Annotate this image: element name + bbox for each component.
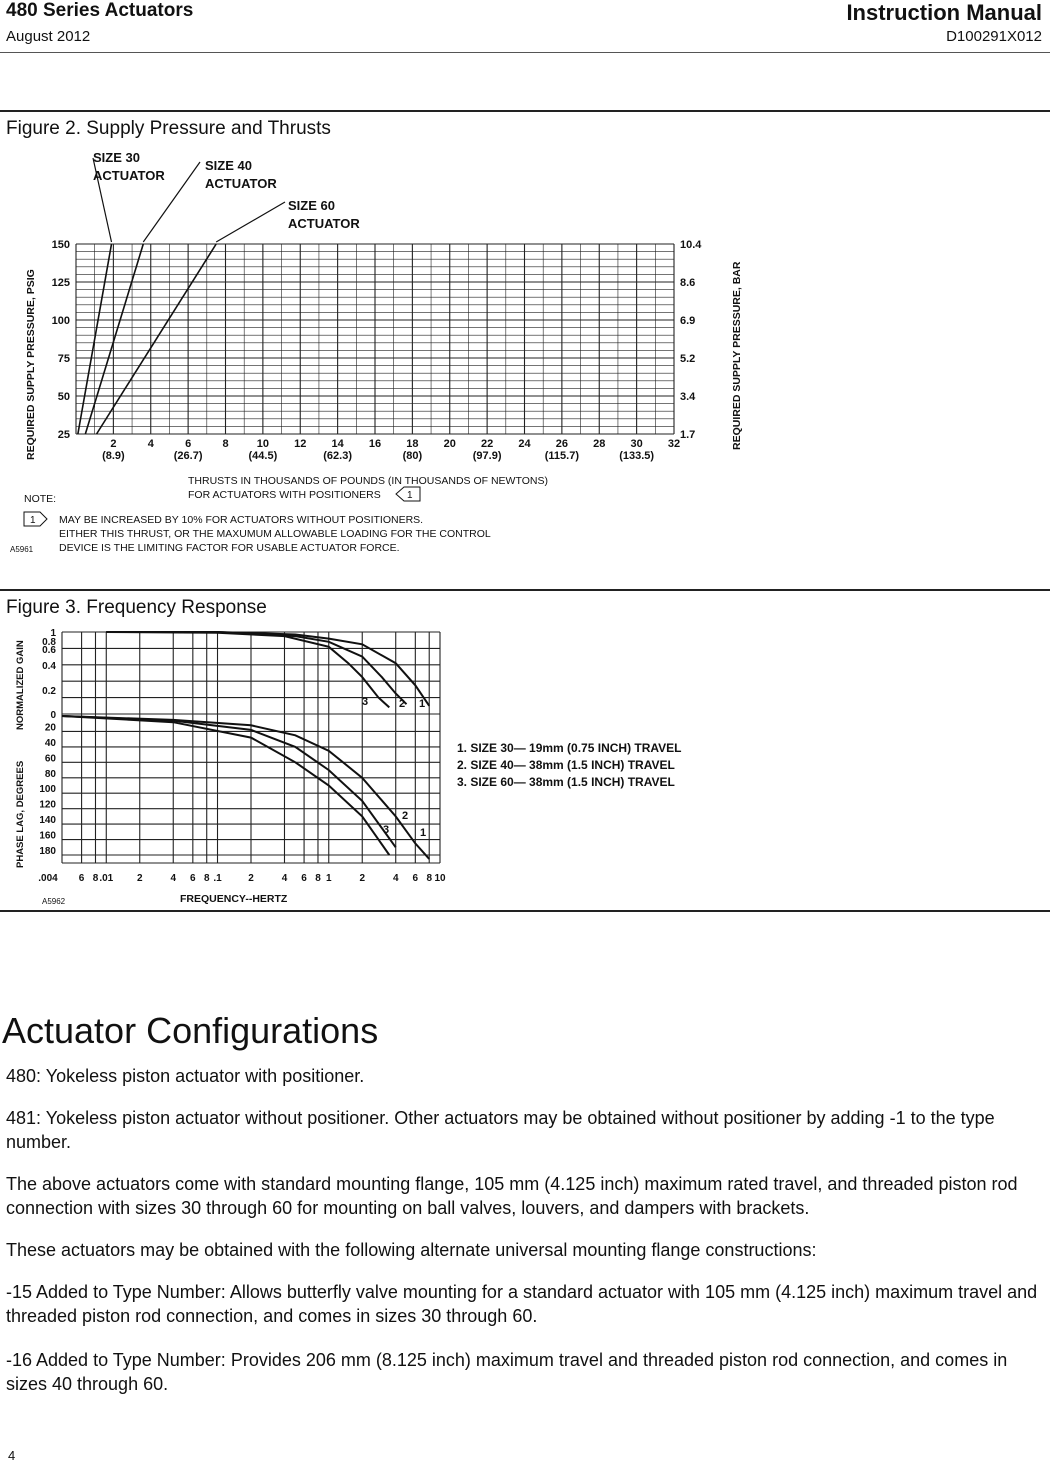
legend-item-1: 1. SIZE 30— 19mm (0.75 INCH) TRAVEL — [457, 741, 682, 755]
phase-tick-label: 140 — [39, 815, 56, 827]
x-tick-label-newtons: (8.9) — [102, 450, 125, 462]
figure2-curves — [78, 158, 285, 434]
term-type-15: -15 Added to Type Number: — [6, 1282, 226, 1302]
phase-curve-size40 — [62, 716, 396, 847]
gain-curve-label-3: 3 — [362, 696, 369, 708]
figure3-chart — [0, 620, 760, 910]
x-tick-label: 10 — [256, 438, 269, 450]
x-tick-label: 8 — [222, 438, 229, 450]
x-tick-label: 32 — [667, 438, 681, 450]
y-left-axis-label: REQUIRED SUPPLY PRESSURE, PSIG — [25, 269, 37, 460]
frequency-tick-label: 4 — [392, 873, 399, 884]
callout-size40-line2: ACTUATOR — [205, 176, 277, 191]
x-tick-label-newtons: (26.7) — [173, 450, 203, 462]
x-tick-label: 28 — [593, 438, 606, 450]
figure2-chart — [0, 140, 760, 580]
x-tick-label: 6 — [185, 438, 192, 450]
gain-tick-label: 0.4 — [42, 661, 56, 672]
note-line-2: EITHER THIS THRUST, OR THE MAXUMUM ALLOWABLE LOADING FOR THE CONTROL — [59, 528, 491, 540]
figure3-curves — [62, 632, 429, 859]
figure3-title: Figure 3. Frequency Response — [6, 597, 267, 618]
legend-item-3: 3. SIZE 60— 38mm (1.5 INCH) TRAVEL — [457, 775, 675, 789]
y-left-tick-label: 50 — [57, 391, 70, 403]
frequency-tick-label: 2 — [136, 873, 143, 884]
gain-curve-label-2: 2 — [399, 698, 406, 710]
frequency-tick-label: 4 — [170, 873, 177, 884]
x-tick-label-newtons: (133.5) — [619, 450, 655, 462]
x-tick-label: 16 — [368, 438, 382, 450]
figure2-top-rule — [0, 110, 1050, 112]
x-tick-label-newtons: (97.9) — [472, 450, 502, 462]
frequency-tick-label: 2 — [359, 873, 366, 884]
x-tick-label: 22 — [481, 438, 494, 450]
series-title: 480 Series Actuators — [6, 0, 194, 21]
curve-size60-leader — [216, 202, 285, 242]
callout-size60-line2: ACTUATOR — [288, 216, 360, 231]
frequency-tick-label: .01 — [99, 873, 114, 884]
gain-tick-label: 0.8 — [42, 637, 56, 648]
y-right-tick-label: 3.4 — [680, 391, 696, 403]
phase-tick-label: 180 — [39, 846, 56, 857]
section-title: Actuator Configurations — [2, 1010, 379, 1051]
callout-size30-line2: ACTUATOR — [93, 168, 165, 183]
x-tick-label: 18 — [406, 438, 419, 450]
paragraph-480: 480: Yokeless piston actuator with positioner. — [6, 1066, 365, 1086]
phase-tick-label: 60 — [44, 753, 56, 765]
figure3-code: A5962 — [42, 897, 66, 906]
gain-curve-size40 — [106, 632, 406, 704]
paragraph-standard-flange: The above actuators come with standard mounting flange, 105 mm (4.125 inch) maximum rated travel, and threaded piston rod connection with sizes 30 through 60 for mounting on ball valves, louvers, and dampers with brackets. — [6, 1174, 1018, 1218]
frequency-tick-label: 6 — [412, 873, 419, 884]
phase-curve-size60 — [62, 716, 389, 855]
y-right-tick-label: 1.7 — [680, 429, 696, 441]
term-type-16: -16 Added to Type Number: — [6, 1350, 226, 1370]
phase-tick-label: 40 — [44, 737, 56, 749]
y-left-tick-label: 150 — [51, 239, 70, 251]
gain-curve-size60 — [106, 632, 389, 707]
x-tick-label: 2 — [110, 438, 117, 450]
callout-size60-line1: SIZE 60 — [288, 198, 335, 213]
frequency-axis-label: FREQUENCY--HERTZ — [180, 893, 288, 905]
figure2-title: Figure 2. Supply Pressure and Thrusts — [6, 118, 331, 139]
callout-size40-line1: SIZE 40 — [205, 158, 252, 173]
phase-tick-label: 120 — [39, 799, 56, 811]
doc-title: Instruction Manual — [846, 0, 1042, 25]
gain-tick-label: 1 — [50, 628, 56, 639]
x-tick-label: 20 — [443, 438, 456, 450]
figure2-code: A5961 — [10, 545, 34, 554]
x-axis-label-line1: THRUSTS IN THOUSANDS OF POUNDS (IN THOUSANDS OF NEWTONS) — [188, 475, 548, 487]
y-right-tick-label: 8.6 — [680, 277, 696, 289]
paragraph-alternate-flange: These actuators may be obtained with the following alternate universal mounting flange constructions: — [6, 1240, 817, 1260]
frequency-tick-label: 8 — [92, 873, 99, 884]
x-axis-note-ref: 1 — [407, 490, 413, 501]
frequency-tick-label: 1 — [325, 873, 332, 884]
gain-tick-label: 0 — [50, 710, 56, 721]
legend-item-2: 2. SIZE 40— 38mm (1.5 INCH) TRAVEL — [457, 758, 675, 772]
x-tick-label: 4 — [147, 438, 154, 450]
frequency-tick-label: 6 — [190, 873, 196, 884]
publication-date: August 2012 — [6, 28, 91, 45]
phase-tick-label: 160 — [39, 830, 56, 842]
x-tick-label-newtons: (44.5) — [248, 450, 278, 462]
callout-size30-line1: SIZE 30 — [93, 150, 140, 165]
note-heading: NOTE: — [24, 493, 57, 505]
x-tick-label: 26 — [555, 438, 568, 450]
frequency-tick-label: 4 — [281, 873, 288, 884]
x-tick-label: 24 — [518, 438, 531, 450]
x-tick-label-newtons: (62.3) — [323, 450, 352, 462]
gain-tick-label: 0.6 — [42, 645, 56, 656]
y-right-axis-label: REQUIRED SUPPLY PRESSURE, BAR — [731, 261, 743, 450]
note-marker: 1 — [30, 515, 36, 526]
paragraph-type-15: -15 Added to Type Number: Allows butterfly valve mounting for a standard actuator with 105 mm (4.125 inch) maximum travel and threaded piston rod connection, and comes in sizes 30 through 60. — [6, 1282, 1038, 1326]
x-tick-label-newtons: (80) — [402, 450, 423, 462]
phase-curve-label-2: 2 — [402, 810, 409, 822]
frequency-tick-label: 6 — [301, 873, 307, 884]
frequency-tick-label: 8 — [315, 873, 321, 884]
phase-tick-label: 100 — [39, 784, 56, 796]
frequency-tick-label: 8 — [203, 873, 210, 884]
figure3-bottom-rule — [0, 910, 1050, 912]
gain-curve-label-1: 1 — [419, 698, 426, 710]
phase-tick-label: 80 — [44, 768, 56, 780]
term-480: 480: — [6, 1066, 42, 1086]
page-number: 4 — [8, 1448, 16, 1463]
y-left-tick-label: 100 — [51, 315, 70, 327]
frequency-tick-label: 6 — [78, 873, 85, 884]
x-tick-label: 14 — [331, 438, 344, 450]
y-left-tick-label: 125 — [51, 277, 70, 289]
gain-curve-size30 — [106, 632, 429, 706]
gain-tick-label: 0.2 — [42, 686, 56, 697]
paragraph-type-16: -16 Added to Type Number: Provides 206 mm (8.125 inch) maximum travel and threaded piston rod connection, and comes in sizes 40 through 60. — [6, 1350, 1008, 1394]
x-tick-label-newtons: (115.7) — [544, 450, 579, 462]
gain-axis-label: NORMALIZED GAIN — [15, 640, 26, 730]
x-axis-label-line2: FOR ACTUATORS WITH POSITIONERS — [188, 489, 381, 501]
y-right-tick-label: 6.9 — [680, 315, 696, 327]
phase-tick-label: 20 — [44, 722, 56, 734]
phase-axis-label: PHASE LAG, DEGREES — [15, 760, 26, 868]
term-481: 481: — [6, 1108, 42, 1128]
frequency-tick-label: 10 — [434, 873, 446, 884]
frequency-tick-label: .004 — [38, 873, 58, 884]
phase-curve-label-3: 3 — [383, 824, 390, 836]
frequency-tick-label: .1 — [213, 873, 222, 884]
figure3-grid — [38, 628, 446, 884]
phase-curve-label-1: 1 — [420, 827, 427, 839]
y-right-tick-label: 10.4 — [680, 239, 702, 251]
y-left-tick-label: 25 — [57, 429, 70, 441]
x-tick-label: 12 — [294, 438, 307, 450]
note-line-1: MAY BE INCREASED BY 10% FOR ACTUATORS WITHOUT POSITIONERS. — [59, 514, 424, 526]
note-line-3: DEVICE IS THE LIMITING FACTOR FOR USABLE ACTUATOR FORCE. — [59, 542, 400, 554]
y-right-tick-label: 5.2 — [680, 353, 696, 365]
figure3-top-rule — [0, 589, 1050, 591]
frequency-tick-label: 8 — [426, 873, 433, 884]
frequency-tick-label: 2 — [248, 873, 254, 884]
paragraph-481: 481: Yokeless piston actuator without positioner. Other actuators may be obtained without positioner by adding -1 to the type number. — [6, 1108, 995, 1152]
y-left-tick-label: 75 — [57, 353, 70, 365]
header-divider — [0, 52, 1050, 53]
x-tick-label: 30 — [630, 438, 643, 450]
doc-number: D100291X012 — [946, 28, 1042, 45]
